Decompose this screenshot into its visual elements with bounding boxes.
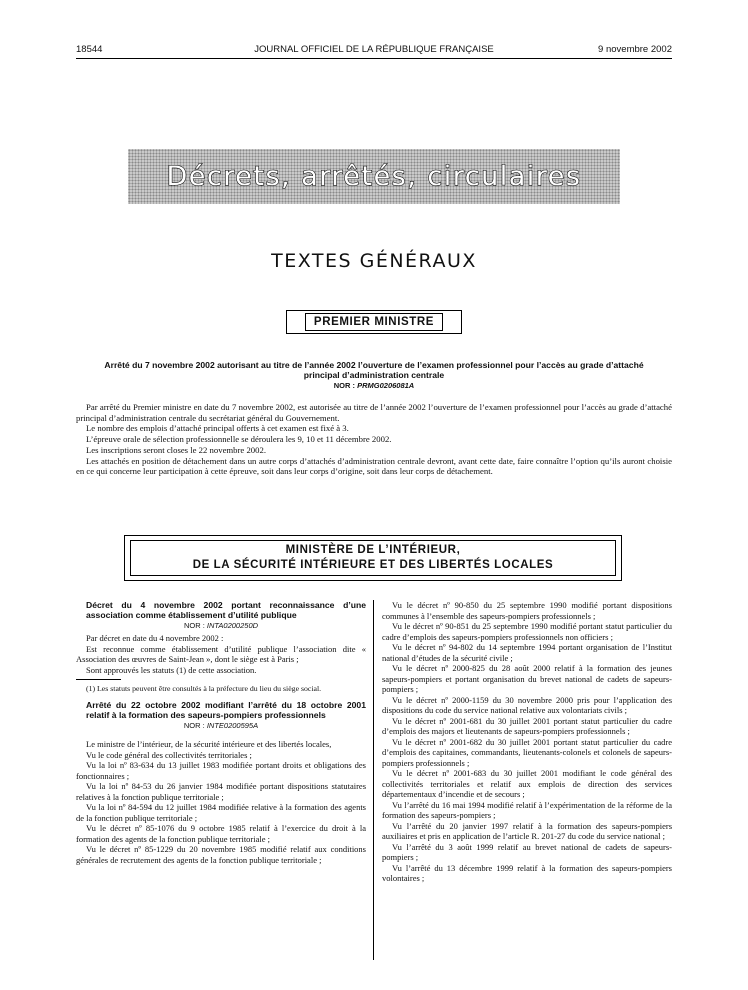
paragraph: Par arrêté du Premier ministre en date du 7 novembre 2002, est autorisée au titre de l’année 2002 l’ouverture de l’examen professionnel pour l’accès au grade d’attaché principal d’administration centrale du secrétariat général du Gouvernement. bbox=[76, 402, 672, 423]
section-title: TEXTES GÉNÉRAUX bbox=[271, 250, 477, 272]
publication-date: 9 novembre 2002 bbox=[598, 44, 672, 55]
paragraph: Vu le décret nº 85-1076 du 9 octobre 1985 relatif à l’exercice du droit à la formation des agents de la fonction publique territoriale ; bbox=[76, 823, 366, 844]
paragraph: Vu le code général des collectivités territoriales ; bbox=[86, 749, 252, 760]
journal-title: JOURNAL OFFICIEL DE LA RÉPUBLIQUE FRANÇAISE bbox=[254, 44, 494, 55]
page-number: 18544 bbox=[76, 44, 103, 55]
left-column bbox=[76, 600, 366, 865]
paragraph: Sont approuvés les statuts (1) de cette association. bbox=[86, 664, 257, 675]
paragraph: Vu le décret nº 2001-682 du 30 juillet 2001 portant statut particulier du cadre d’emplois des capitaines, commandants, lieutenants-colonels et colonels de sapeurs-pompiers professionnels ; bbox=[382, 736, 672, 768]
paragraph: Vu le décret nº 90-850 du 25 septembre 1990 modifié portant dispositions communes à l’ensemble des sapeurs-pompiers professionnels ; bbox=[382, 600, 672, 621]
ministry-heading-frame bbox=[130, 540, 616, 576]
ministry-heading-line2: DE LA SÉCURITÉ INTÉRIEURE ET DES LIBERTÉS LOCALES bbox=[192, 559, 554, 571]
paragraph: Vu le décret nº 2001-683 du 30 juillet 2001 modifiant le code général des collectivités territoriales et relatif aux emplois de direction des services départementaux d’incendie et de secours ; bbox=[382, 768, 672, 799]
paragraph: Vu le décret nº 2000-825 du 28 août 2000 relatif à la formation des jeunes sapeurs-pompiers et portant organisation du brevet national de cadets de sapeurs-pompiers ; bbox=[382, 663, 672, 694]
paragraph: Est reconnue comme établissement d’utilité publique l’association dite « Association des œuvres de Saint-Jean », dont le siège est à Paris ; bbox=[76, 643, 366, 664]
paragraph: Vu l’arrêté du 13 décembre 1999 relatif à la formation des sapeurs-pompiers volontaires ; bbox=[382, 862, 672, 883]
arrete-title-block bbox=[96, 360, 652, 391]
paragraph: Vu l’arrêté du 16 mai 1994 modifié relatif à l’expérimentation de la réforme de la formation des sapeurs-pompiers ; bbox=[382, 799, 672, 820]
column-divider bbox=[373, 600, 374, 960]
paragraph: Vu l’arrêté du 3 août 1999 relatif au brevet national de cadets de sapeurs-pompiers ; bbox=[382, 841, 672, 862]
paragraph: Vu le décret nº 94-802 du 14 septembre 1994 portant organisation de l’Institut national d’études de la sécurité civile ; bbox=[382, 642, 672, 663]
paragraph: Vu l’arrêté du 20 janvier 1997 relatif à la formation des sapeurs-pompiers auxiliaires et pris en application de l’article R. 201-27 du code du service national ; bbox=[382, 820, 672, 841]
paragraph: Le ministre de l’intérieur, de la sécurité intérieure et des libertés locales, bbox=[86, 739, 332, 749]
paragraph: Par décret en date du 4 novembre 2002 : bbox=[86, 633, 224, 643]
nor-code: INTA0200250D bbox=[206, 621, 259, 630]
paragraph: Les attachés en position de détachement dans un autre corps d’attachés d’administration centrale devront, avant cette date, faire connaître l’option qu’ils auront choisie en ce qui concerne leur participation à cette épreuve, soit dans leur corps d’origine, soit dans leur corps de détachement. bbox=[76, 455, 672, 477]
ministry-box-premier-ministre bbox=[286, 310, 462, 334]
footnote-rule bbox=[76, 679, 121, 680]
nor-line bbox=[96, 380, 652, 391]
paragraph: Vu le décret nº 2000-1159 du 30 novembre 2000 pris pour l’application des dispositions du code du service national relative aux volontariats civils ; bbox=[382, 694, 672, 715]
nor-code: PRMG0206081A bbox=[357, 381, 415, 390]
paragraph: Vu la loi nº 83-634 du 13 juillet 1983 modifiée portant droits et obligations des fonctionnaires ; bbox=[76, 760, 366, 781]
nor-line bbox=[76, 620, 366, 631]
banner-title: Décrets, arrêtés, circulaires bbox=[166, 161, 582, 192]
paragraph: Le nombre des emplois d’attaché principal offerts à cet examen est fixé à 3. bbox=[86, 423, 349, 434]
footnote: (1) Les statuts peuvent être consultés à la préfecture du lieu du siège social. bbox=[86, 684, 322, 693]
paragraph: Vu la loi nº 84-53 du 26 janvier 1984 modifiée portant dispositions statutaires relatives à la fonction publique territoriale ; bbox=[76, 781, 366, 802]
arrete-title: Arrêté du 7 novembre 2002 autorisant au titre de l’année 2002 l’ouverture de l’examen professionnel pour l’accès au grade d’attaché principal d’administration centrale bbox=[104, 360, 644, 380]
paragraph: Vu le décret nº 2001-681 du 30 juillet 2001 portant statut particulier du cadre d’emplois des majors et lieutenants de sapeurs-pompiers professionnels ; bbox=[382, 715, 672, 736]
ministry-heading: PREMIER MINISTRE bbox=[305, 313, 443, 331]
right-column bbox=[382, 600, 672, 884]
decret-title: Décret du 4 novembre 2002 portant reconnaissance d’une association comme établissement d’utilité publique bbox=[86, 600, 366, 620]
ministry-box-interieur bbox=[124, 535, 622, 581]
arrete-title: Arrêté du 22 octobre 2002 modifiant l’arrêté du 18 octobre 2001 relatif à la formation des sapeurs-pompiers professionnels bbox=[86, 700, 366, 720]
paragraph: Les inscriptions seront closes le 22 novembre 2002. bbox=[86, 444, 266, 455]
nor-line bbox=[76, 720, 366, 731]
arrete-body bbox=[76, 402, 672, 477]
nor-label: NOR : bbox=[183, 621, 205, 630]
page-header bbox=[76, 44, 672, 59]
section-banner bbox=[128, 149, 620, 204]
paragraph: Vu le décret nº 90-851 du 25 septembre 1990 modifié portant statut particulier du cadre d’emplois des sapeurs-pompiers professionnels non officiers ; bbox=[382, 621, 672, 642]
nor-label: NOR : bbox=[333, 381, 356, 390]
nor-code: INTE0200595A bbox=[206, 721, 259, 730]
paragraph: Vu la loi nº 84-594 du 12 juillet 1984 modifiée relative à la formation des agents de la fonction publique territoriale ; bbox=[76, 802, 366, 823]
nor-label: NOR : bbox=[183, 721, 205, 730]
paragraph: Vu le décret nº 85-1229 du 20 novembre 1985 modifié relatif aux conditions générales de recrutement des agents de la fonction publique territoriale ; bbox=[76, 844, 366, 865]
ministry-heading-line1: MINISTÈRE DE L’INTÉRIEUR, bbox=[285, 544, 461, 556]
paragraph: L’épreuve orale de sélection professionnelle se déroulera les 9, 10 et 11 décembre 2002. bbox=[86, 434, 392, 445]
